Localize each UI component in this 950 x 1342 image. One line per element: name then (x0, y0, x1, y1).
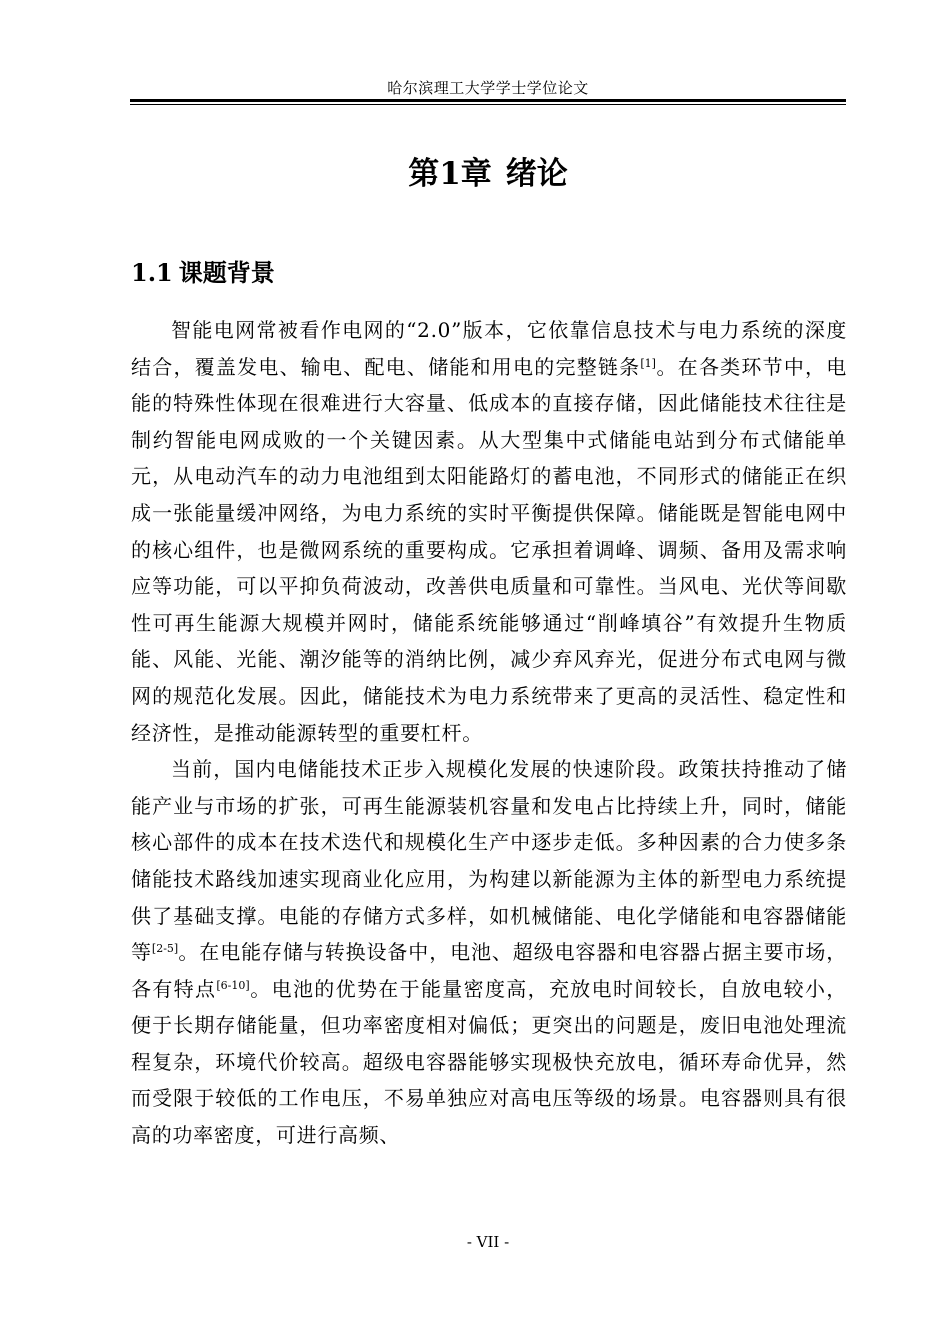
citation[interactable]: [1] (640, 356, 656, 370)
paragraph-2 (131, 751, 847, 1154)
header-rule-thin (130, 104, 846, 105)
page-number: - VII - (466, 1233, 510, 1251)
header-rule-thick (130, 99, 846, 102)
paragraph-text: 当前，国内电储能技术正步入规模化发展的快速阶段。政策扶持推动了储能产业与市场的扩张，可再生能源装机容量和发电占比持续上升，同时，储能核心部件的成本在技术迭代和规模化生产中逐步走低。多种因素的合力使多条储能技术路线加速实现商业化应用，为构建以新能源为主体的新型电力系统提供了基础支撑。电能的存储方式多样，如机械储能、电化学储能和电容器储能等 (131, 757, 847, 965)
chapter-title (130, 152, 846, 196)
body-text (131, 312, 847, 1154)
paragraph-text: 。电池的优势在于能量密度高，充放电时间较长，自放电较小，便于长期存储能量，但功率密度相对偏低；更突出的问题是，废旧电池处理流程复杂，环境代价较高。超级电容器能够实现极快充放电，循环寿命优异，然而受限于较低的工作电压，不易单独应对高电压等级的场景。电容器则具有很高的功率密度，可进行高频、 (131, 976, 847, 1148)
paragraph-text: 智能电网常被看作电网的“2.0”版本，它依靠信息技术与电力系统的深度结合，覆盖发电、输电、配电、储能和用电的完整链条 (131, 318, 847, 379)
paragraph-1 (131, 312, 847, 751)
paragraph-text: 。在电能存储与转换设备中，电池、超级电容器和电容器占据主要市场，各有特点 (131, 940, 847, 1001)
chapter-name: 绪论 (505, 156, 568, 192)
section-heading (131, 256, 275, 290)
chapter-number: 第1章 (408, 156, 492, 192)
citation[interactable]: [6-10] (216, 978, 250, 992)
citation[interactable]: [2-5] (151, 942, 179, 956)
section-number: 1.1 (131, 258, 173, 287)
paragraph-text: 。在各类环节中，电能的特殊性体现在很难进行大容量、低成本的直接存储，因此储能技术往往是制约智能电网成败的一个关键因素。从大型集中式储能电站到分布式储能单元，从电动汽车的动力电池组到太阳能路灯的蓄电池，不同形式的储能正在织成一张能量缓冲网络，为电力系统的实时平衡提供保障。储能既是智能电网中的核心组件，也是微网系统的重要构成。它承担着调峰、调频、备用及需求响应等功能，可以平抑负荷波动，改善供电质量和可靠性。当风电、光伏等间歇性可再生能源大规模并网时，储能系统能够通过“削峰填谷”有效提升生物质能、风能、光能、潮汐能等的消纳比例，减少弃风弃光，促进分布式电网与微网的规范化发展。因此，储能技术为电力系统带来了更高的灵活性、稳定性和经济性，是推动能源转型的重要杠杆。 (131, 354, 847, 745)
running-header: 哈尔滨理工大学学士学位论文 (387, 79, 589, 97)
section-title: 课题背景 (178, 258, 275, 287)
